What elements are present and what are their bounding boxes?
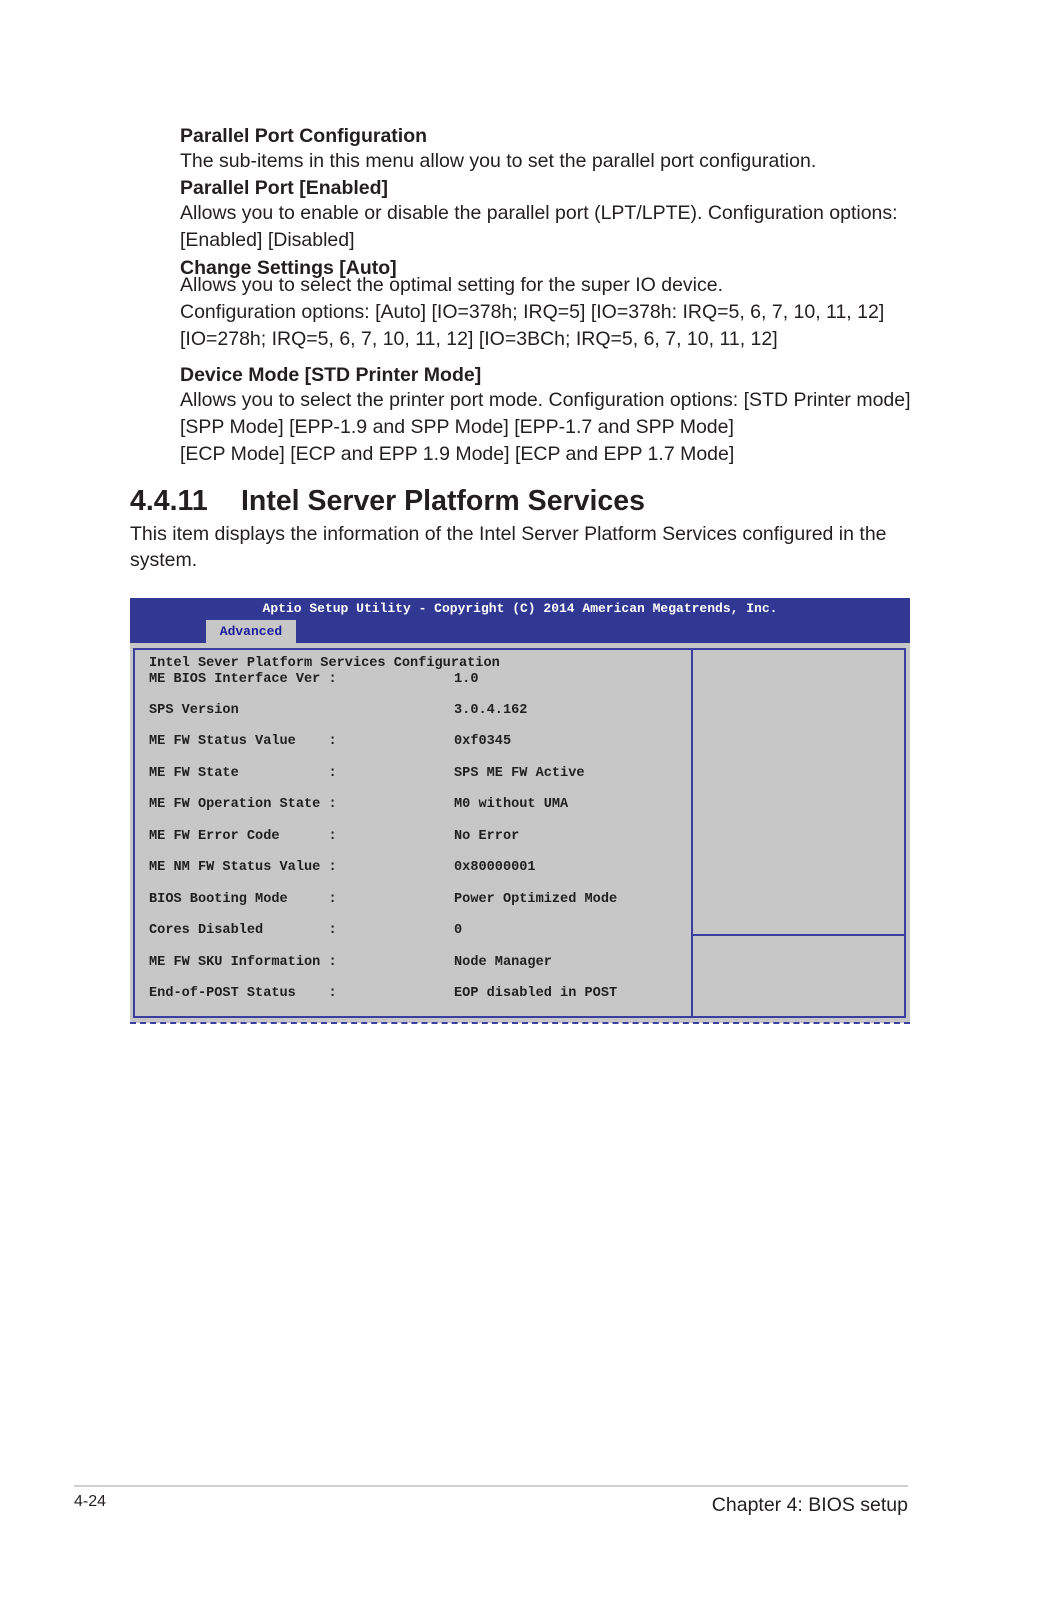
bios-row-label: End-of-POST Status : [149, 986, 337, 1001]
bios-row-value: M0 without UMA [454, 797, 569, 812]
bios-row-label: Cores Disabled : [149, 923, 337, 938]
subsection-text: Allows you to select the optimal setting for the super IO device. [180, 274, 724, 296]
help-panel-divider [693, 934, 904, 936]
chapter-title: Chapter 4: BIOS setup [711, 1494, 908, 1516]
section-description: This item displays the information of the Intel Server Platform Services configured in the system. [130, 523, 887, 571]
bios-body [130, 643, 910, 1023]
section-title [130, 484, 645, 518]
bios-row-label: SPS Version [149, 703, 239, 718]
bios-row-value: No Error [454, 829, 520, 844]
subsection-heading: Parallel Port Configuration [180, 125, 428, 147]
bios-row-value: 0x80000001 [454, 860, 536, 875]
bios-panel-divider [691, 650, 693, 1016]
subsection-text: Allows you to enable or disable the parallel port (LPT/LPTE). Configuration options: [180, 202, 898, 224]
bios-row-value: 3.0.4.162 [454, 703, 528, 718]
subsection-text: [SPP Mode] [EPP-1.9 and SPP Mode] [EPP-1.7 and SPP Mode] [180, 416, 734, 438]
subsection-text: Configuration options: [Auto] [IO=378h; IRQ=5] [IO=378h: IRQ=5, 6, 7, 10, 11, 12] [180, 301, 885, 323]
subsection-text: [ECP Mode] [ECP and EPP 1.9 Mode] [ECP and EPP 1.7 Mode] [180, 443, 735, 465]
bios-row-me-fw-error-code [149, 829, 519, 845]
section-title-text: Intel Server Platform Services [241, 485, 645, 517]
bios-row-label: ME BIOS Interface Ver : [149, 672, 337, 687]
subsection-device-mode [180, 363, 920, 468]
bios-row-label: ME FW Error Code : [149, 829, 337, 844]
bios-frame [133, 648, 906, 1018]
tab-advanced[interactable]: Advanced [206, 620, 296, 643]
section-number: 4.4.11 [130, 485, 208, 517]
bios-row-bios-booting-mode [149, 892, 617, 908]
bios-row-me-fw-state [149, 766, 585, 782]
bios-cut-edge [130, 1022, 910, 1024]
bios-row-value: SPS ME FW Active [454, 766, 585, 781]
page-number: 4-24 [74, 1493, 107, 1510]
bios-row-value: 1.0 [454, 672, 479, 687]
bios-row-cores-disabled [149, 923, 462, 939]
bios-title: Aptio Setup Utility - Copyright (C) 2014 American Megatrends, Inc. [262, 601, 778, 616]
bios-row-value: 0 [454, 923, 463, 938]
bios-row-value: Node Manager [454, 955, 552, 970]
bios-row-label: BIOS Booting Mode : [149, 892, 337, 907]
bios-row-value: Power Optimized Mode [454, 892, 618, 907]
subsection-parallel-port-configuration [180, 124, 920, 175]
bios-row-sps-version [149, 703, 527, 719]
bios-screen [130, 598, 910, 1028]
bios-row-label: ME NM FW Status Value : [149, 860, 337, 875]
bios-row-me-fw-sku-information [149, 955, 552, 971]
bios-row-value: EOP disabled in POST [454, 986, 618, 1001]
bios-row-me-fw-status-value [149, 734, 511, 750]
footer-rule [74, 1485, 908, 1487]
subsection-text: [Enabled] [Disabled] [180, 229, 355, 251]
bios-header [130, 598, 910, 643]
bios-row-label: ME FW SKU Information : [149, 955, 337, 970]
bios-row-label: ME FW Status Value : [149, 734, 337, 749]
subsection-change-settings [180, 257, 920, 353]
subsection-text: The sub-items in this menu allow you to set the parallel port configuration. [180, 150, 817, 172]
subsection-text: Allows you to select the printer port mode. Configuration options: [STD Printer mode] [180, 389, 911, 411]
bios-row-me-fw-operation-state [149, 797, 568, 813]
subsection-heading: Device Mode [STD Printer Mode] [180, 364, 482, 386]
bios-row-end-of-post-status [149, 986, 617, 1002]
subsection-parallel-port [180, 176, 920, 254]
subsection-heading: Parallel Port [Enabled] [180, 177, 389, 199]
subsection-text: [IO=278h; IRQ=5, 6, 7, 10, 11, 12] [IO=3BCh; IRQ=5, 6, 7, 10, 11, 12] [180, 328, 778, 350]
subsection-heading: Change Settings [Auto] [180, 257, 397, 279]
bios-row-value: 0xf0345 [454, 734, 512, 749]
bios-row-label: ME FW State : [149, 766, 337, 781]
bios-row-me-nm-fw-status-value [149, 860, 536, 876]
bios-row-label: ME FW Operation State : [149, 797, 337, 812]
bios-row-me-bios-interface-ver [149, 672, 478, 688]
bios-config-heading: Intel Sever Platform Services Configuration [149, 656, 500, 671]
